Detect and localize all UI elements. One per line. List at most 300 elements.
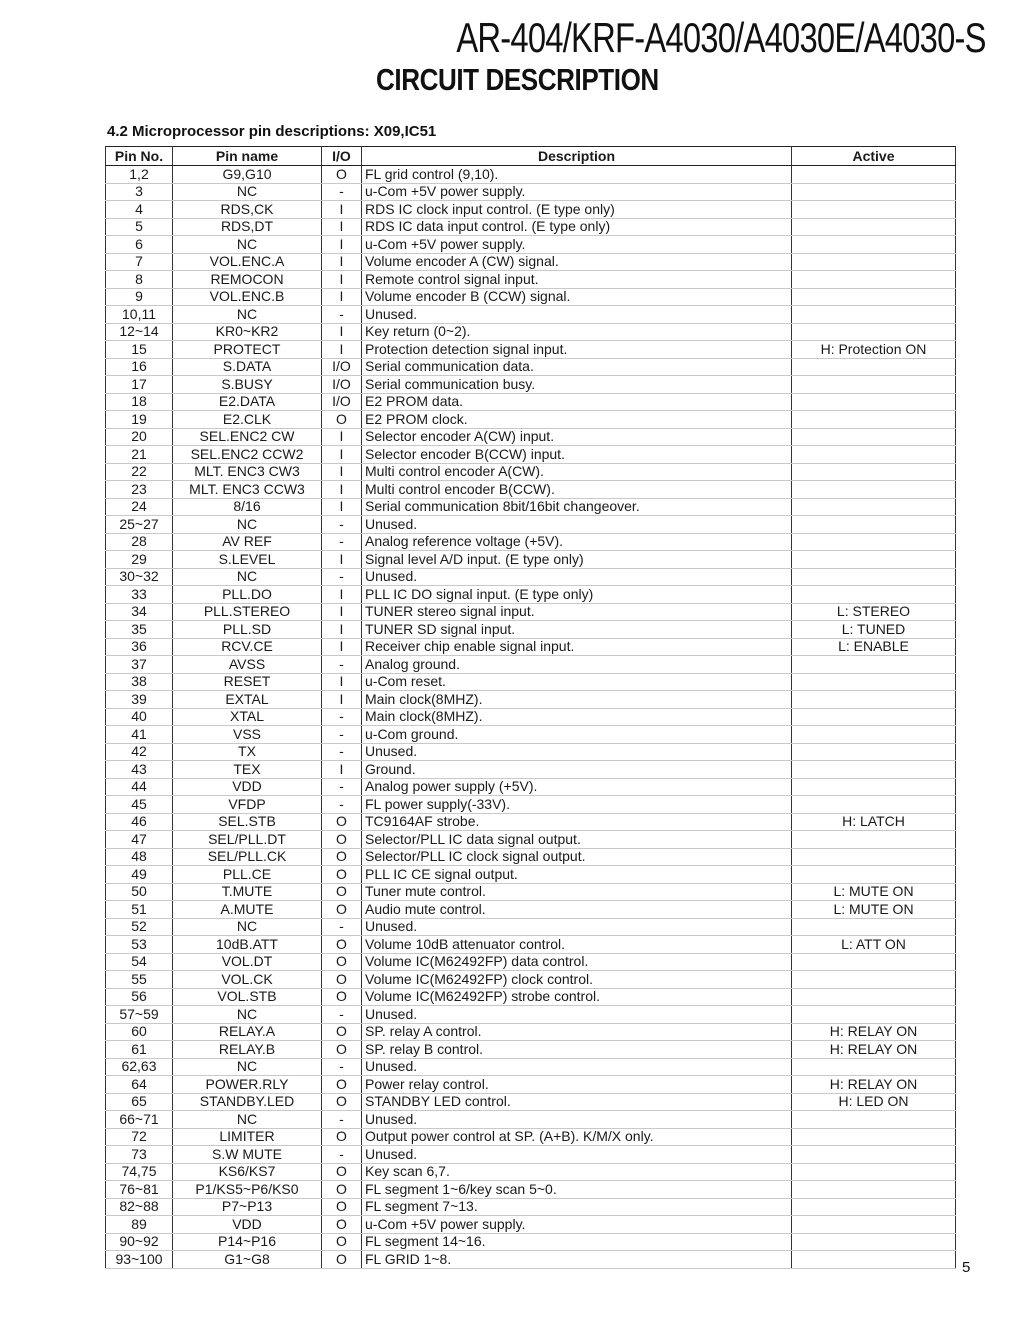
pin-name-cell: S.DATA [173,358,322,376]
pin-name-cell: P7~P13 [173,1198,322,1216]
model-title: AR-404/KRF-A4030/A4030E/A4030-S [456,14,986,61]
description-cell: Serial communication data. [362,358,792,376]
table-row [106,341,956,359]
table-row [106,883,956,901]
table-row [106,1041,956,1059]
table-row [106,306,956,324]
pin-number-cell: 49 [106,866,173,884]
pin-number-cell: 42 [106,743,173,761]
pin-name-cell: VOL.STB [173,988,322,1006]
description-cell: FL segment 7~13. [362,1198,792,1216]
pin-description-table [105,146,956,1269]
table-row [106,621,956,639]
pin-name-cell: P1/KS5~P6/KS0 [173,1181,322,1199]
pin-number-cell: 24 [106,498,173,516]
description-cell: RDS IC data input control. (E type only) [362,218,792,236]
active-cell [792,1111,956,1129]
io-cell: I/O [322,393,362,411]
pin-name-cell: PROTECT [173,341,322,359]
pin-number-cell: 30~32 [106,568,173,586]
description-cell: TC9164AF strobe. [362,813,792,831]
pin-number-cell: 10,11 [106,306,173,324]
pin-number-cell: 4 [106,201,173,219]
pin-name-cell: NC [173,1006,322,1024]
active-cell [792,691,956,709]
description-cell: Volume IC(M62492FP) data control. [362,953,792,971]
pin-name-cell: S.W MUTE [173,1146,322,1164]
pin-name-cell: NC [173,1111,322,1129]
pin-number-cell: 37 [106,656,173,674]
io-cell: O [322,1251,362,1269]
active-cell: H: LATCH [792,813,956,831]
description-cell: PLL IC CE signal output. [362,866,792,884]
pin-number-cell: 38 [106,673,173,691]
description-cell: SP. relay A control. [362,1023,792,1041]
pin-name-cell: VOL.ENC.A [173,253,322,271]
table-row [106,761,956,779]
active-cell [792,288,956,306]
description-cell: u-Com ground. [362,726,792,744]
io-cell: I [322,341,362,359]
description-cell: Key return (0~2). [362,323,792,341]
pin-name-cell: AVSS [173,656,322,674]
table-row [106,796,956,814]
description-cell: Serial communication 8bit/16bit changeover. [362,498,792,516]
table-row [106,253,956,271]
io-cell: - [322,1111,362,1129]
table-row [106,516,956,534]
table-row [106,446,956,464]
pin-name-cell: KR0~KR2 [173,323,322,341]
io-cell: I [322,603,362,621]
column-header-active: Active [792,147,956,166]
table-row [106,1146,956,1164]
table-row [106,1181,956,1199]
pin-name-cell: PLL.SD [173,621,322,639]
pin-number-cell: 76~81 [106,1181,173,1199]
pin-number-cell: 6 [106,236,173,254]
pin-name-cell: LIMITER [173,1128,322,1146]
table-row [106,551,956,569]
pin-name-cell: NC [173,918,322,936]
pin-name-cell: SEL/PLL.CK [173,848,322,866]
description-cell: Selector/PLL IC clock signal output. [362,848,792,866]
active-cell: L: ATT ON [792,936,956,954]
description-cell: Volume IC(M62492FP) strobe control. [362,988,792,1006]
pin-number-cell: 93~100 [106,1251,173,1269]
description-cell: Remote control signal input. [362,271,792,289]
active-cell: L: TUNED [792,621,956,639]
pin-name-cell: RESET [173,673,322,691]
pin-name-cell: VDD [173,778,322,796]
description-cell: Receiver chip enable signal input. [362,638,792,656]
description-cell: FL GRID 1~8. [362,1251,792,1269]
description-cell: Unused. [362,568,792,586]
active-cell [792,1251,956,1269]
pin-name-cell: PLL.STEREO [173,603,322,621]
description-cell: Signal level A/D input. (E type only) [362,551,792,569]
active-cell [792,271,956,289]
description-cell: Main clock(8MHZ). [362,708,792,726]
pin-name-cell: 10dB.ATT [173,936,322,954]
table-row [106,813,956,831]
active-cell: L: ENABLE [792,638,956,656]
active-cell [792,708,956,726]
table-row [106,166,956,184]
io-cell: - [322,778,362,796]
io-cell: I [322,323,362,341]
io-cell: - [322,1146,362,1164]
pin-number-cell: 34 [106,603,173,621]
table-row [106,428,956,446]
table-row [106,218,956,236]
description-cell: Output power control at SP. (A+B). K/M/X only. [362,1128,792,1146]
table-row [106,971,956,989]
table-row [106,481,956,499]
table-row [106,586,956,604]
active-cell [792,306,956,324]
table-row [106,831,956,849]
table-row [106,901,956,919]
description-cell: Unused. [362,918,792,936]
table-row [106,533,956,551]
io-cell: O [322,1198,362,1216]
description-cell: Analog ground. [362,656,792,674]
io-cell: I [322,236,362,254]
description-cell: Analog power supply (+5V). [362,778,792,796]
pin-number-cell: 44 [106,778,173,796]
io-cell: - [322,796,362,814]
description-cell: Multi control encoder B(CCW). [362,481,792,499]
table-row [106,498,956,516]
active-cell [792,796,956,814]
table-row [106,708,956,726]
active-cell [792,463,956,481]
pin-name-cell: S.LEVEL [173,551,322,569]
pin-number-cell: 8 [106,271,173,289]
description-cell: Multi control encoder A(CW). [362,463,792,481]
io-cell: I [322,446,362,464]
table-row [106,183,956,201]
table-row [106,236,956,254]
description-cell: Volume 10dB attenuator control. [362,936,792,954]
active-cell [792,498,956,516]
io-cell: - [322,1006,362,1024]
io-cell: O [322,901,362,919]
column-header-io: I/O [322,147,362,166]
description-cell: STANDBY LED control. [362,1093,792,1111]
pin-name-cell: NC [173,568,322,586]
active-cell [792,866,956,884]
pin-number-cell: 90~92 [106,1233,173,1251]
pin-number-cell: 57~59 [106,1006,173,1024]
table-row [106,988,956,1006]
pin-name-cell: NC [173,1058,322,1076]
active-cell [792,323,956,341]
io-cell: - [322,708,362,726]
io-cell: O [322,1076,362,1094]
pin-name-cell: PLL.CE [173,866,322,884]
description-cell: RDS IC clock input control. (E type only) [362,201,792,219]
pin-number-cell: 39 [106,691,173,709]
io-cell: - [322,656,362,674]
active-cell [792,953,956,971]
io-cell: I [322,428,362,446]
table-row [106,1163,956,1181]
table-row [106,1216,956,1234]
description-cell: PLL IC DO signal input. (E type only) [362,586,792,604]
table-row [106,1233,956,1251]
description-cell: Volume IC(M62492FP) clock control. [362,971,792,989]
description-cell: FL grid control (9,10). [362,166,792,184]
io-cell: O [322,1181,362,1199]
io-cell: O [322,953,362,971]
description-cell: Key scan 6,7. [362,1163,792,1181]
description-cell: Serial communication busy. [362,376,792,394]
pin-number-cell: 74,75 [106,1163,173,1181]
table-row [106,918,956,936]
active-cell [792,481,956,499]
pin-name-cell: SEL.STB [173,813,322,831]
pin-number-cell: 66~71 [106,1111,173,1129]
active-cell [792,1181,956,1199]
description-cell: E2 PROM clock. [362,411,792,429]
description-cell: Audio mute control. [362,901,792,919]
active-cell: H: Protection ON [792,341,956,359]
table-row [106,866,956,884]
io-cell: I [322,218,362,236]
pin-number-cell: 16 [106,358,173,376]
io-cell: O [322,1041,362,1059]
description-cell: E2 PROM data. [362,393,792,411]
io-cell: I [322,498,362,516]
pin-name-cell: SEL/PLL.DT [173,831,322,849]
pin-name-cell: PLL.DO [173,586,322,604]
active-cell: H: RELAY ON [792,1076,956,1094]
active-cell [792,358,956,376]
active-cell [792,253,956,271]
table-row [106,271,956,289]
pin-name-cell: SEL.ENC2 CCW2 [173,446,322,464]
description-cell: u-Com +5V power supply. [362,183,792,201]
pin-name-cell: G1~G8 [173,1251,322,1269]
table-row [106,376,956,394]
io-cell: I [322,271,362,289]
active-cell [792,1198,956,1216]
table-row [106,1111,956,1129]
io-cell: O [322,831,362,849]
io-cell: I [322,586,362,604]
pin-name-cell: VOL.CK [173,971,322,989]
active-cell [792,673,956,691]
description-cell: Unused. [362,1058,792,1076]
io-cell: O [322,166,362,184]
pin-number-cell: 72 [106,1128,173,1146]
io-cell: O [322,1233,362,1251]
subsection-title: 4.2 Microprocessor pin descriptions: X09,IC51 [107,123,437,140]
io-cell: I [322,761,362,779]
table-row [106,1251,956,1269]
table-row [106,411,956,429]
active-cell: H: RELAY ON [792,1023,956,1041]
pin-name-cell: SEL.ENC2 CW [173,428,322,446]
active-cell [792,848,956,866]
table-row [106,673,956,691]
io-cell: O [322,848,362,866]
pin-number-cell: 55 [106,971,173,989]
pin-name-cell: NC [173,183,322,201]
table-row [106,393,956,411]
io-cell: O [322,1216,362,1234]
table-row [106,1006,956,1024]
pin-name-cell: A.MUTE [173,901,322,919]
description-cell: FL power supply(-33V). [362,796,792,814]
active-cell [792,551,956,569]
active-cell [792,1058,956,1076]
io-cell: I [322,253,362,271]
pin-name-cell: TX [173,743,322,761]
pin-number-cell: 12~14 [106,323,173,341]
description-cell: Unused. [362,516,792,534]
table-row [106,656,956,674]
active-cell: L: STEREO [792,603,956,621]
active-cell [792,568,956,586]
pin-number-cell: 22 [106,463,173,481]
pin-name-cell: RELAY.A [173,1023,322,1041]
pin-number-cell: 43 [106,761,173,779]
pin-number-cell: 29 [106,551,173,569]
pin-name-cell: G9,G10 [173,166,322,184]
active-cell [792,1163,956,1181]
active-cell [792,656,956,674]
io-cell: - [322,918,362,936]
pin-name-cell: TEX [173,761,322,779]
pin-number-cell: 35 [106,621,173,639]
pin-name-cell: POWER.RLY [173,1076,322,1094]
active-cell [792,236,956,254]
pin-number-cell: 19 [106,411,173,429]
table-row [106,1198,956,1216]
pin-number-cell: 46 [106,813,173,831]
pin-name-cell: RDS,CK [173,201,322,219]
pin-number-cell: 9 [106,288,173,306]
active-cell [792,411,956,429]
pin-name-cell: VFDP [173,796,322,814]
column-header-pin-name: Pin name [173,147,322,166]
table-row [106,603,956,621]
pin-number-cell: 41 [106,726,173,744]
pin-name-cell: VOL.ENC.B [173,288,322,306]
description-cell: Unused. [362,1006,792,1024]
active-cell [792,971,956,989]
io-cell: - [322,533,362,551]
pin-name-cell: MLT. ENC3 CW3 [173,463,322,481]
pin-number-cell: 25~27 [106,516,173,534]
pin-name-cell: VSS [173,726,322,744]
active-cell [792,831,956,849]
io-cell: I [322,638,362,656]
pin-number-cell: 52 [106,918,173,936]
pin-name-cell: STANDBY.LED [173,1093,322,1111]
table-header-row [106,147,956,166]
pin-number-cell: 28 [106,533,173,551]
pin-name-cell: P14~P16 [173,1233,322,1251]
table-row [106,1058,956,1076]
table-row [106,936,956,954]
description-cell: Unused. [362,1111,792,1129]
io-cell: I [322,288,362,306]
description-cell: Unused. [362,1146,792,1164]
active-cell [792,1128,956,1146]
description-cell: Unused. [362,743,792,761]
table-row [106,848,956,866]
pin-number-cell: 73 [106,1146,173,1164]
io-cell: O [322,813,362,831]
description-cell: FL segment 14~16. [362,1233,792,1251]
pin-number-cell: 23 [106,481,173,499]
active-cell [792,1006,956,1024]
table-row [106,323,956,341]
io-cell: - [322,516,362,534]
pin-name-cell: REMOCON [173,271,322,289]
io-cell: O [322,866,362,884]
table-row [106,953,956,971]
pin-name-cell: EXTAL [173,691,322,709]
active-cell [792,1233,956,1251]
io-cell: - [322,743,362,761]
io-cell: O [322,1093,362,1111]
description-cell: TUNER stereo signal input. [362,603,792,621]
pin-name-cell: RELAY.B [173,1041,322,1059]
active-cell: L: MUTE ON [792,883,956,901]
pin-name-cell: XTAL [173,708,322,726]
io-cell: - [322,568,362,586]
io-cell: I [322,463,362,481]
active-cell [792,201,956,219]
pin-name-cell: VDD [173,1216,322,1234]
pin-number-cell: 17 [106,376,173,394]
description-cell: Ground. [362,761,792,779]
description-cell: Tuner mute control. [362,883,792,901]
io-cell: I [322,481,362,499]
active-cell [792,376,956,394]
pin-name-cell: NC [173,306,322,324]
active-cell [792,533,956,551]
active-cell [792,393,956,411]
io-cell: O [322,936,362,954]
pin-number-cell: 50 [106,883,173,901]
description-cell: FL segment 1~6/key scan 5~0. [362,1181,792,1199]
pin-name-cell: NC [173,236,322,254]
description-cell: Selector/PLL IC data signal output. [362,831,792,849]
pin-number-cell: 45 [106,796,173,814]
active-cell [792,586,956,604]
pin-number-cell: 47 [106,831,173,849]
description-cell: Main clock(8MHZ). [362,691,792,709]
description-cell: SP. relay B control. [362,1041,792,1059]
table-row [106,358,956,376]
pin-number-cell: 60 [106,1023,173,1041]
description-cell: u-Com reset. [362,673,792,691]
active-cell [792,446,956,464]
pin-number-cell: 53 [106,936,173,954]
active-cell [792,726,956,744]
io-cell: I [322,691,362,709]
pin-name-cell: S.BUSY [173,376,322,394]
active-cell [792,778,956,796]
table-row [106,1023,956,1041]
active-cell [792,988,956,1006]
